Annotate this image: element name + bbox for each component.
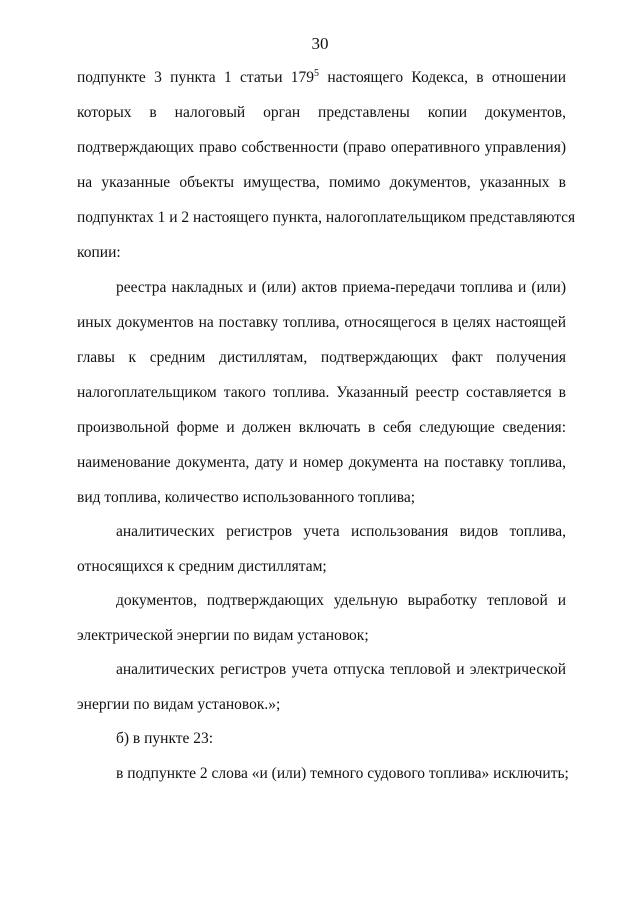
text-line: документов, подтверждающих удельную выработку тепловой и bbox=[116, 592, 566, 609]
text-line: энергии по видам установок.»; bbox=[77, 696, 281, 713]
text-line: копии: bbox=[77, 244, 121, 261]
text-line: относящихся к средним дистиллятам; bbox=[77, 558, 327, 575]
text-line: реестра накладных и (или) актов приема-передачи топлива и (или) bbox=[116, 279, 566, 296]
text-line: вид топлива, количество использованного топлива; bbox=[77, 489, 416, 506]
text-line: подтверждающих право собственности (право оперативного управления) bbox=[77, 139, 566, 156]
text-line: произвольной форме и должен включать в себя следующие сведения: bbox=[77, 419, 566, 436]
text-line: которых в налоговый орган представлены копии документов, bbox=[77, 104, 566, 121]
text-line: наименование документа, дату и номер документа на поставку топлива, bbox=[77, 454, 566, 471]
text-line: б) в пункте 23: bbox=[116, 730, 214, 747]
text-line: налогоплательщиком такого топлива. Указанный реестр составляется в bbox=[77, 384, 566, 401]
text-line: аналитических регистров учета использования видов топлива, bbox=[116, 523, 566, 540]
text-line: электрической энергии по видам установок; bbox=[77, 627, 369, 644]
text-line: иных документов на поставку топлива, относящегося в целях настоящей bbox=[77, 314, 566, 331]
superscript: 5 bbox=[314, 68, 320, 79]
text-line: в подпункте 2 слова «и (или) темного судового топлива» исключить; bbox=[116, 765, 569, 782]
text-line: на указанные объекты имущества, помимо документов, указанных в bbox=[77, 174, 566, 191]
page-number: 30 bbox=[311, 34, 329, 53]
text-line: подпункте 3 пункта 1 статьи $179^5$ настоящего Кодекса, в отношении bbox=[77, 68, 566, 86]
text-line: подпунктах 1 и 2 настоящего пункта, налогоплательщиком представляются bbox=[77, 209, 576, 226]
text-line: главы к средним дистиллятам, подтверждающих факт получения bbox=[77, 349, 566, 366]
text-line: аналитических регистров учета отпуска тепловой и электрической bbox=[116, 661, 566, 678]
